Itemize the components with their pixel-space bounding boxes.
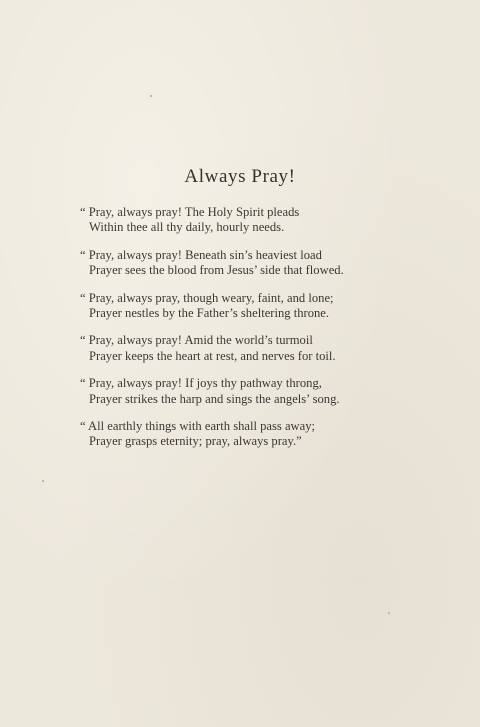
stanza [80,248,420,279]
stanza-line: Prayer grasps eternity; pray, always pray.” [89,434,302,449]
paper-speck [388,612,390,614]
stanza-line: Prayer keeps the heart at rest, and nerves for toil. [89,348,336,363]
stanza-line: Prayer nestles by the Father’s sheltering throne. [89,306,330,321]
stanza-line: Within thee all thy daily, hourly needs. [89,220,285,235]
stanza-line: “ Pray, always pray! Amid the world’s turmoil [80,333,313,348]
poem-body [80,205,420,462]
stanza-line: “ Pray, always pray! If joys thy pathway throng, [80,376,322,391]
paper-speck [150,95,152,97]
stanza [80,205,420,236]
stanza-line: “ Pray, always pray, though weary, faint, and lone; [80,290,334,305]
stanza-line: “ All earthly things with earth shall pass away; [80,419,316,434]
stanza [80,376,420,407]
stanza [80,291,420,322]
stanza-line: “ Pray, always pray! The Holy Spirit pleads [80,205,300,219]
stanza-line: Prayer sees the blood from Jesus’ side that flowed. [89,263,344,278]
paper-speck [42,480,44,482]
stanza-line: “ Pray, always pray! Beneath sin’s heaviest load [80,247,322,262]
poem-title: Always Pray! [184,166,296,187]
stanza [80,419,420,450]
stanza-line: Prayer strikes the harp and sings the angels’ song. [89,391,340,406]
stanza [80,333,420,364]
